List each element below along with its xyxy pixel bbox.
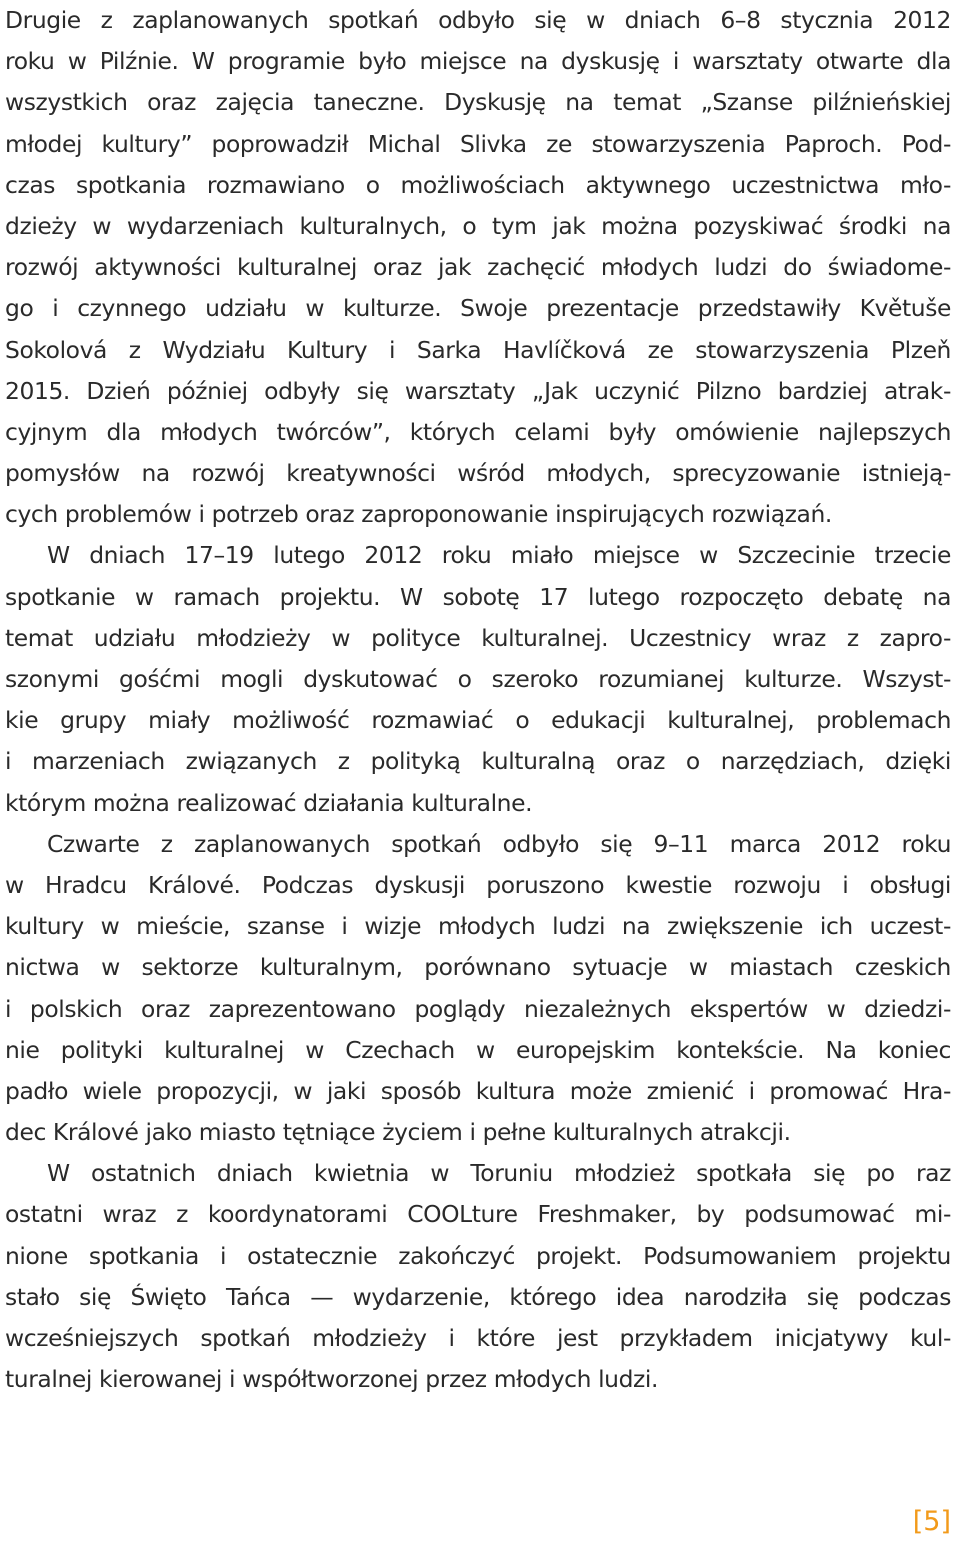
text-line: padło wiele propozycji, w jaki sposób kultura może zmienić i promować Hra- <box>5 1076 951 1105</box>
text-line: go i czynnego udziału w kulturze. Swoje prezentacje przedstawiły Květuše <box>5 294 951 323</box>
text-line: stało się Święto Tańca — wydarzenie, którego idea narodziła się podczas <box>5 1282 951 1311</box>
text-line: szonymi gośćmi mogli dyskutować o szeroko rozumianej kulturze. Wszyst- <box>5 665 951 693</box>
page-number: [5] <box>912 1506 951 1537</box>
text-line: Sokolová z Wydziału Kultury i Sarka Havlíčková ze stowarzyszenia Plzeň <box>5 335 951 364</box>
text-line: dec Králové jako miasto tętniące życiem i pełne kulturalnych atrakcji. <box>5 1118 791 1147</box>
text-line: cych problemów i potrzeb oraz zaproponowanie inspirujących rozwiązań. <box>5 500 832 529</box>
text-line: i polskich oraz zaprezentowano poglądy niezależnych ekspertów w dziedzi- <box>5 994 951 1023</box>
text-line: nictwa w sektorze kulturalnym, porównano sytuacje w miastach czeskich <box>5 953 951 982</box>
paragraph <box>5 0 951 535</box>
body-text <box>5 0 951 1400</box>
text-line: Czwarte z zaplanowanych spotkań odbyło się 9–11 marca 2012 roku <box>47 829 951 858</box>
text-line: wcześniejszych spotkań młodzieży i które jest przykładem inicjatywy kul- <box>5 1324 951 1352</box>
text-line: w Hradcu Králové. Podczas dyskusji poruszono kwestie rozwoju i obsługi <box>5 870 951 899</box>
text-line: W dniach 17–19 lutego 2012 roku miało miejsce w Szczecinie trzecie <box>47 541 951 570</box>
text-line: wszystkich oraz zajęcia taneczne. Dyskusję na temat „Szanse pilźnieńskiej <box>5 88 951 117</box>
text-line: rozwój aktywności kulturalnej oraz jak zachęcić młodych ludzi do świadome- <box>5 253 951 282</box>
text-line: nione spotkania i ostatecznie zakończyć projekt. Podsumowaniem projektu <box>5 1241 951 1270</box>
paragraph <box>5 535 951 823</box>
text-line: młodej kultury” poprowadził Michal Slivka ze stowarzyszenia Paproch. Pod- <box>5 129 951 158</box>
text-line: nie polityki kulturalnej w Czechach w europejskim kontekście. Na koniec <box>5 1035 951 1064</box>
text-line: turalnej kierowanej i współtworzonej przez młodych ludzi. <box>5 1365 659 1394</box>
paragraph <box>5 1153 951 1400</box>
text-line: 2015. Dzień później odbyły się warsztaty „Jak uczynić Pilzno bardziej atrak- <box>5 376 951 405</box>
paragraph <box>5 824 951 1154</box>
text-line: cyjnym dla młodych twórców”, których celami były omówienie najlepszych <box>5 417 951 446</box>
text-line: spotkanie w ramach projektu. W sobotę 17 lutego rozpoczęto debatę na <box>5 582 951 611</box>
text-line: roku w Pilźnie. W programie było miejsce na dyskusję i warsztaty otwarte dla <box>5 47 951 76</box>
text-line: kie grupy miały możliwość rozmawiać o edukacji kulturalnej, problemach <box>5 706 951 735</box>
text-line: ostatni wraz z koordynatorami COOLture Freshmaker, by podsumować mi- <box>5 1200 951 1229</box>
text-line: W ostatnich dniach kwietnia w Toruniu młodzież spotkała się po raz <box>47 1159 951 1188</box>
text-line: temat udziału młodzieży w polityce kulturalnej. Uczestnicy wraz z zapro- <box>5 623 951 652</box>
text-line: dzieży w wydarzeniach kulturalnych, o tym jak można pozyskiwać środki na <box>5 211 951 240</box>
text-line: którym można realizować działania kulturalne. <box>5 788 533 817</box>
text-line: czas spotkania rozmawiano o możliwościach aktywnego uczestnictwa mło- <box>5 170 951 199</box>
text-line: i marzeniach związanych z polityką kulturalną oraz o narzędziach, dzięki <box>5 747 951 776</box>
text-line: kultury w mieście, szanse i wizje młodych ludzi na zwiększenie ich uczest- <box>5 912 951 941</box>
text-line: Drugie z zaplanowanych spotkań odbyło się w dniach 6–8 stycznia 2012 <box>5 6 951 34</box>
text-line: pomysłów na rozwój kreatywności wśród młodych, sprecyzowanie istnieją- <box>5 459 951 488</box>
